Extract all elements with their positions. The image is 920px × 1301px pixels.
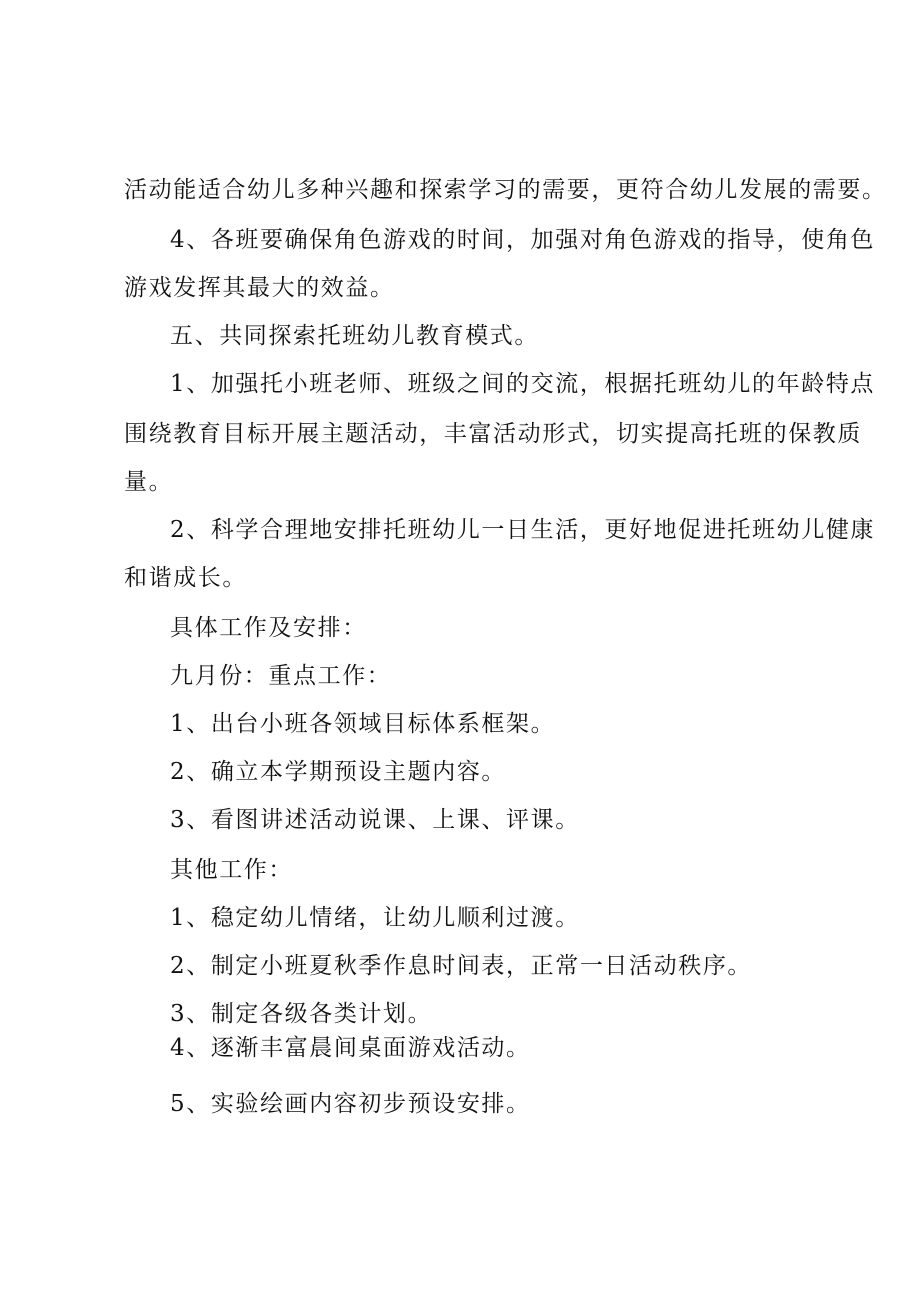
subheading: 其他工作： (170, 857, 293, 883)
paragraph-line: 围绕教育目标开展主题活动，丰富活动形式，切实提高托班的保教质 (124, 421, 862, 447)
paragraph-line: 活动能适合幼儿多种兴趣和探索学习的需要，更符合幼儿发展的需要。 (124, 177, 887, 203)
list-item: 2、确立本学期预设主题内容。 (170, 759, 507, 785)
subheading: 具体工作及安排： (170, 615, 367, 641)
list-item: 1、出台小班各领域目标体系框架。 (170, 711, 556, 737)
list-item: 1、稳定幼儿情绪，让幼儿顺利过渡。 (170, 905, 580, 931)
paragraph-line: 游戏发挥其最大的效益。 (124, 275, 395, 301)
list-item: 4、逐渐丰富晨间桌面游戏活动。 (170, 1035, 531, 1061)
paragraph-line: 量。 (124, 469, 174, 495)
list-item: 3、制定各级各类计划。 (170, 1001, 433, 1027)
paragraph-line: 1、加强托小班老师、班级之间的交流，根据托班幼儿的年龄特点 (170, 371, 876, 397)
list-item: 3、看图讲述活动说课、上课、评课。 (170, 807, 580, 833)
paragraph-line: 4、各班要确保角色游戏的时间，加强对角色游戏的指导，使角色 (170, 227, 876, 253)
section-heading: 五、共同探索托班幼儿教育模式。 (170, 323, 539, 349)
month-heading: 九月份：重点工作： (170, 663, 392, 689)
list-item: 2、制定小班夏秋季作息时间表，正常一日活动秩序。 (170, 953, 753, 979)
paragraph-line: 和谐成长。 (124, 565, 247, 591)
paragraph-line: 2、科学合理地安排托班幼儿一日生活，更好地促进托班幼儿健康 (170, 517, 876, 543)
list-item: 5、实验绘画内容初步预设安排。 (170, 1091, 531, 1117)
